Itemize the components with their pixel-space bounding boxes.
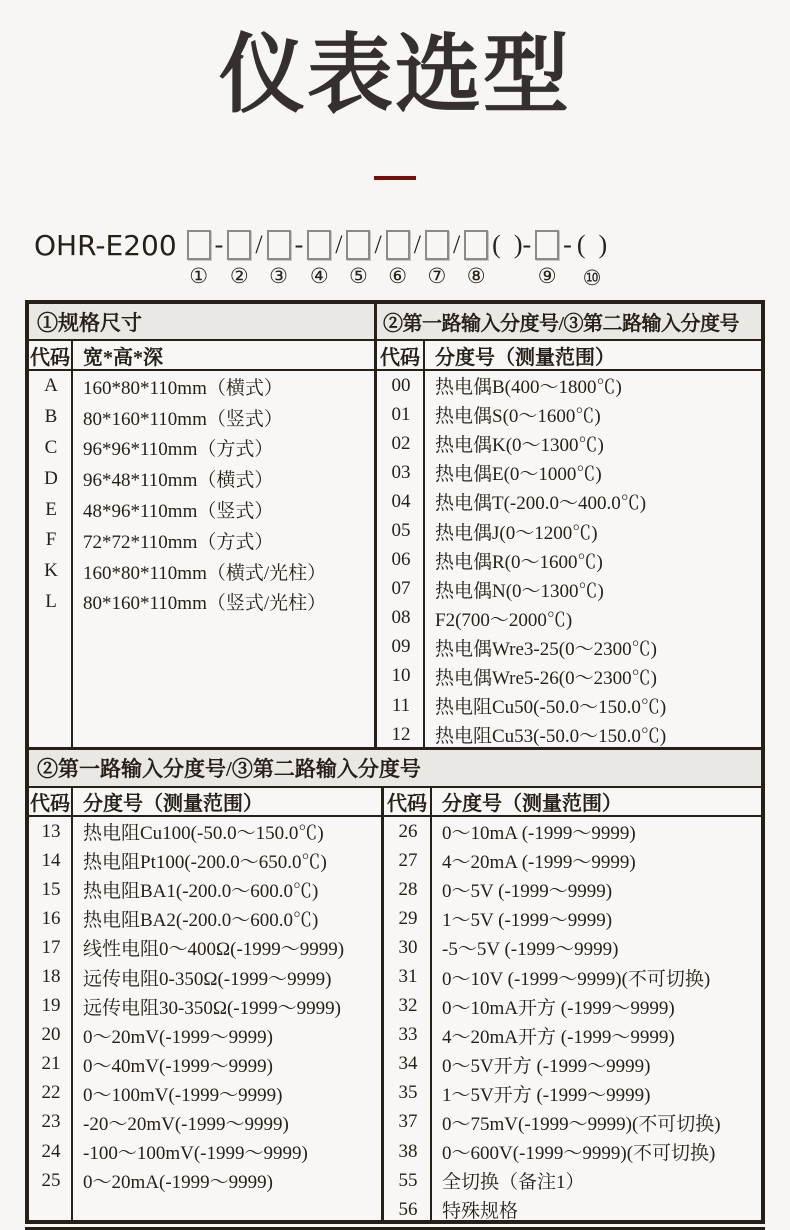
- code-box: ( ): [576, 230, 608, 259]
- code-box: [227, 230, 251, 260]
- range-table2r-rows: [384, 817, 761, 1223]
- range-table2l-column-header: [29, 788, 381, 817]
- input-range-table-2-left: [29, 788, 384, 1220]
- code-separator: -: [294, 230, 304, 259]
- table-row: [377, 429, 761, 458]
- table-row: [377, 720, 761, 749]
- table-row: [29, 587, 374, 618]
- range-column-header: 分度号（测量范围）: [435, 346, 615, 369]
- code-unit: [187, 228, 211, 287]
- desc-cell: 0～100mV(-1999～9999): [83, 1084, 283, 1106]
- desc-cell: 80*160*110mm（竖式）: [83, 408, 283, 430]
- code-cell: 20: [41, 1024, 61, 1046]
- desc-cell: 0～5V (-1999～9999): [442, 881, 613, 903]
- table-row: [384, 962, 761, 991]
- selection-table: [25, 300, 765, 1224]
- code-cell: C: [44, 436, 58, 458]
- table-row: [29, 1108, 381, 1137]
- position-number: ①: [189, 264, 209, 288]
- desc-cell: 热电偶Wre3-25(0～2300℃): [435, 638, 657, 660]
- desc-cell: 热电阻Cu50(-50.0～150.0℃): [435, 697, 667, 719]
- table-row: [377, 604, 761, 633]
- desc-cell: -5～5V (-1999～9999): [442, 939, 619, 961]
- code-separator: /: [413, 230, 421, 259]
- desc-cell: 4～20mA (-1999～9999): [442, 852, 636, 874]
- code-cell: 22: [41, 1082, 61, 1104]
- table-row: [384, 1137, 761, 1166]
- desc-cell: 0～10mA (-1999～9999): [442, 823, 636, 845]
- desc-cell: 0～40mV(-1999～9999): [83, 1055, 273, 1077]
- table-row: [29, 992, 381, 1021]
- desc-cell: 0～5V开方 (-1999～9999): [442, 1055, 651, 1077]
- code-cell: 18: [41, 966, 61, 988]
- position-number: ④: [309, 264, 329, 288]
- code-cell: 10: [391, 665, 411, 687]
- desc-cell: 热电偶R(0～1600℃): [435, 551, 603, 573]
- size-table-column-header: [29, 341, 374, 371]
- desc-cell: -100～100mV(-1999～9999): [83, 1143, 308, 1165]
- model-code-item: [307, 228, 346, 287]
- table-row: [377, 516, 761, 545]
- code-cell: 16: [41, 907, 61, 929]
- range-table1-rows: [377, 371, 761, 747]
- dimension-column-header: 宽*高*深: [83, 346, 163, 369]
- code-cell: 08: [391, 607, 411, 629]
- table-row: [377, 575, 761, 604]
- code-cell: 03: [391, 461, 411, 483]
- desc-cell: 热电阻Cu53(-50.0～150.0℃): [435, 726, 667, 748]
- code-column-header: 代码: [29, 788, 73, 815]
- table-row: [29, 1079, 381, 1108]
- desc-cell: 热电阻Cu100(-50.0～150.0℃): [83, 823, 324, 845]
- model-code-item: [576, 228, 616, 289]
- column-divider: [71, 817, 73, 1220]
- table-row: [377, 662, 761, 691]
- code-cell: E: [45, 498, 57, 520]
- table-row: [384, 1050, 761, 1079]
- table-row: [29, 1166, 381, 1195]
- desc-cell: 4～20mA开方 (-1999～9999): [442, 1026, 675, 1048]
- desc-cell: 热电偶T(-200.0～400.0℃): [435, 493, 647, 515]
- code-unit: [227, 228, 251, 287]
- input-range-table-1: [377, 341, 761, 747]
- position-number: ⑦: [427, 264, 447, 288]
- range-table2l-rows: [29, 817, 381, 1220]
- table-row: [29, 1021, 381, 1050]
- table-row: [29, 904, 381, 933]
- table-row: [29, 875, 381, 904]
- desc-cell: 1～5V开方 (-1999～9999): [442, 1084, 651, 1106]
- model-code-item: [187, 228, 228, 287]
- desc-cell: 热电偶B(400～1800℃): [435, 377, 622, 399]
- desc-cell: 远传电阻0-350Ω(-1999～9999): [83, 968, 332, 990]
- desc-cell: 96*48*110mm（横式）: [83, 470, 274, 492]
- code-cell: 29: [398, 907, 418, 929]
- code-separator: /: [452, 230, 461, 259]
- model-code-item: [386, 228, 425, 287]
- model-code-item: [425, 228, 464, 287]
- table-row: [29, 371, 374, 402]
- code-separator: /: [255, 230, 263, 259]
- section1-header-row: [29, 304, 761, 341]
- desc-cell: -20～20mV(-1999～9999): [83, 1113, 289, 1135]
- table-row: [384, 1195, 761, 1224]
- desc-cell: 热电偶E(0～1000℃): [435, 464, 602, 486]
- size-table-rows: [29, 371, 374, 747]
- table-row: [384, 933, 761, 962]
- desc-cell: 热电阻BA1(-200.0～600.0℃): [83, 881, 319, 903]
- table-row: [29, 846, 381, 875]
- desc-cell: 热电偶J(0～1200℃): [435, 522, 598, 544]
- section1-body: [29, 341, 761, 747]
- code-cell: L: [45, 590, 57, 612]
- table-row: [377, 487, 761, 516]
- code-cell: 33: [398, 1024, 418, 1046]
- code-cell: F: [45, 529, 57, 551]
- model-code-item: [535, 228, 576, 287]
- code-cell: B: [44, 406, 58, 428]
- code-cell: 05: [391, 520, 411, 542]
- table-row: [29, 962, 381, 991]
- position-number: ③: [269, 264, 288, 288]
- model-code-item: [346, 228, 385, 287]
- position-number: ⑩: [582, 266, 602, 290]
- code-cell: 13: [41, 820, 61, 842]
- size-table: [29, 341, 377, 747]
- range-column-header: 分度号（测量范围）: [442, 793, 622, 815]
- code-box: [386, 230, 410, 260]
- code-cell: 04: [391, 490, 411, 512]
- code-box: [267, 230, 291, 260]
- code-cell: 27: [398, 849, 418, 871]
- position-number: ⑥: [388, 264, 408, 288]
- table-row: [29, 494, 374, 525]
- code-unit: [386, 228, 410, 287]
- desc-cell: 特殊规格: [442, 1201, 519, 1223]
- desc-cell: 全切换（备注1）: [442, 1172, 585, 1194]
- code-cell: 11: [391, 694, 411, 716]
- position-number: ⑨: [537, 264, 557, 288]
- range-column-header: 分度号（测量范围）: [83, 793, 263, 815]
- table-row: [29, 1050, 381, 1079]
- code-cell: 01: [391, 403, 411, 425]
- table-row: [384, 817, 761, 846]
- table-row: [384, 1166, 761, 1195]
- table-row: [384, 846, 761, 875]
- position-number: ②: [229, 264, 249, 288]
- desc-cell: 1～5V (-1999～9999): [442, 910, 613, 932]
- code-cell: 24: [41, 1140, 61, 1162]
- table-row: [29, 556, 374, 587]
- code-unit: [464, 228, 488, 287]
- code-cell: 55: [398, 1169, 418, 1191]
- table-row: [29, 1137, 381, 1166]
- model-code-item: [227, 228, 266, 287]
- table-row: [377, 633, 761, 662]
- table-row: [384, 1079, 761, 1108]
- table-row: [384, 875, 761, 904]
- code-cell: 19: [41, 995, 61, 1017]
- code-cell: D: [44, 467, 58, 489]
- table-row: [377, 546, 761, 575]
- section2-header: ②第一路输入分度号/③第二路输入分度号: [29, 750, 761, 788]
- section1-left-header: ①规格尺寸: [29, 304, 377, 339]
- code-separator: ( )-: [492, 230, 532, 259]
- desc-cell: 0～75mV(-1999～9999)(不可切换): [442, 1113, 721, 1135]
- code-cell: 30: [398, 936, 418, 958]
- desc-cell: 80*160*110mm（竖式/光柱）: [83, 593, 327, 615]
- desc-cell: 远传电阻30-350Ω(-1999～9999): [83, 997, 341, 1019]
- code-unit: [576, 228, 608, 289]
- model-code-item: [267, 228, 308, 287]
- code-separator: -: [214, 230, 224, 259]
- column-divider: [423, 371, 425, 747]
- range-table2r-column-header: [384, 788, 761, 817]
- section1-right-header: ②第一路输入分度号/③第二路输入分度号: [383, 313, 740, 335]
- code-cell: 21: [41, 1053, 61, 1075]
- desc-cell: F2(700～2000℃): [435, 609, 573, 631]
- code-cell: 31: [398, 966, 418, 988]
- desc-cell: 0～10mA开方 (-1999～9999): [442, 997, 675, 1019]
- code-box: [307, 230, 331, 260]
- code-cell: 02: [391, 432, 411, 454]
- code-cell: K: [44, 560, 58, 582]
- desc-cell: 热电偶N(0～1300℃): [435, 580, 604, 602]
- code-unit: [307, 228, 331, 287]
- section-input-range-2: [29, 747, 761, 1223]
- code-box: [425, 230, 449, 260]
- code-unit: [535, 228, 559, 287]
- column-divider: [71, 371, 73, 747]
- code-cell: 35: [398, 1082, 418, 1104]
- column-divider: [430, 817, 432, 1220]
- table-row: [377, 400, 761, 429]
- code-cell: A: [44, 375, 58, 397]
- code-cell: 25: [41, 1169, 61, 1191]
- model-prefix: OHR-E200: [34, 228, 177, 262]
- code-cell: 26: [398, 820, 418, 842]
- code-unit: [267, 228, 291, 287]
- section-spec-size: [29, 304, 761, 747]
- desc-cell: 0～10V (-1999～9999)(不可切换): [442, 968, 711, 990]
- code-cell: 06: [391, 549, 411, 571]
- code-separator: /: [335, 230, 343, 259]
- table-row: [29, 817, 381, 846]
- table-row: [29, 525, 374, 556]
- desc-cell: 线性电阻0～400Ω(-1999～9999): [83, 939, 345, 961]
- position-number: ⑧: [466, 264, 486, 288]
- table-row: [29, 933, 381, 962]
- code-column-header: 代码: [384, 788, 432, 815]
- table-row: [377, 371, 761, 400]
- title-divider: [374, 176, 416, 180]
- model-code-line: [34, 228, 780, 289]
- table-row: [29, 463, 374, 494]
- page-title: 仪表选型: [219, 25, 571, 125]
- code-cell: 09: [391, 636, 411, 658]
- code-unit: [346, 228, 370, 287]
- table-row: [377, 458, 761, 487]
- code-cell: 37: [398, 1111, 418, 1133]
- code-unit: [425, 228, 449, 287]
- desc-cell: 0～20mA(-1999～9999): [83, 1172, 273, 1194]
- section2-body: [29, 788, 761, 1223]
- desc-cell: 热电阻Pt100(-200.0～650.0℃): [83, 852, 327, 874]
- code-separator: [608, 228, 616, 262]
- position-number: ⑤: [349, 264, 368, 288]
- code-cell: 12: [391, 723, 411, 745]
- desc-cell: 96*96*110mm（方式）: [83, 439, 274, 461]
- code-cell: 34: [398, 1053, 418, 1075]
- code-cell: 17: [41, 936, 61, 958]
- desc-cell: 热电偶S(0～1600℃): [435, 406, 601, 428]
- code-box: [346, 230, 370, 260]
- code-cell: 14: [41, 849, 61, 871]
- code-separator: -: [563, 230, 572, 259]
- table-row: [384, 1108, 761, 1137]
- code-cell: 38: [398, 1140, 418, 1162]
- desc-cell: 160*80*110mm（横式/光柱）: [83, 562, 327, 584]
- code-box: [187, 230, 211, 260]
- code-cell: 32: [398, 995, 418, 1017]
- code-column-header: 代码: [377, 341, 425, 369]
- desc-cell: 160*80*110mm（横式）: [83, 377, 283, 399]
- table-row: [377, 691, 761, 720]
- code-cell: 23: [41, 1111, 61, 1133]
- desc-cell: 0～20mV(-1999～9999): [83, 1026, 273, 1048]
- code-box: [464, 230, 488, 260]
- desc-cell: 48*96*110mm（竖式）: [83, 501, 274, 523]
- code-cell: 56: [398, 1198, 418, 1220]
- input-range-table-2-right: [384, 788, 761, 1223]
- code-separator: /: [374, 230, 382, 259]
- table-row: [384, 1021, 761, 1050]
- code-cell: 00: [391, 374, 411, 396]
- table-row: [29, 402, 374, 433]
- code-cell: 28: [398, 878, 418, 900]
- range-table1-column-header: [377, 341, 761, 371]
- table-row: [384, 904, 761, 933]
- desc-cell: 热电偶Wre5-26(0～2300℃): [435, 667, 657, 689]
- table-row: [384, 992, 761, 1021]
- code-cell: 07: [391, 578, 411, 600]
- desc-cell: 热电偶K(0～1300℃): [435, 435, 604, 457]
- model-code-item: [464, 228, 535, 287]
- desc-cell: 热电阻BA2(-200.0～600.0℃): [83, 910, 319, 932]
- desc-cell: 0～600V(-1999～9999)(不可切换): [442, 1143, 716, 1165]
- code-column-header: 代码: [29, 341, 73, 369]
- desc-cell: 72*72*110mm（方式）: [83, 531, 274, 553]
- code-cell: 15: [41, 878, 61, 900]
- code-box: [535, 230, 559, 260]
- table-row: [29, 433, 374, 464]
